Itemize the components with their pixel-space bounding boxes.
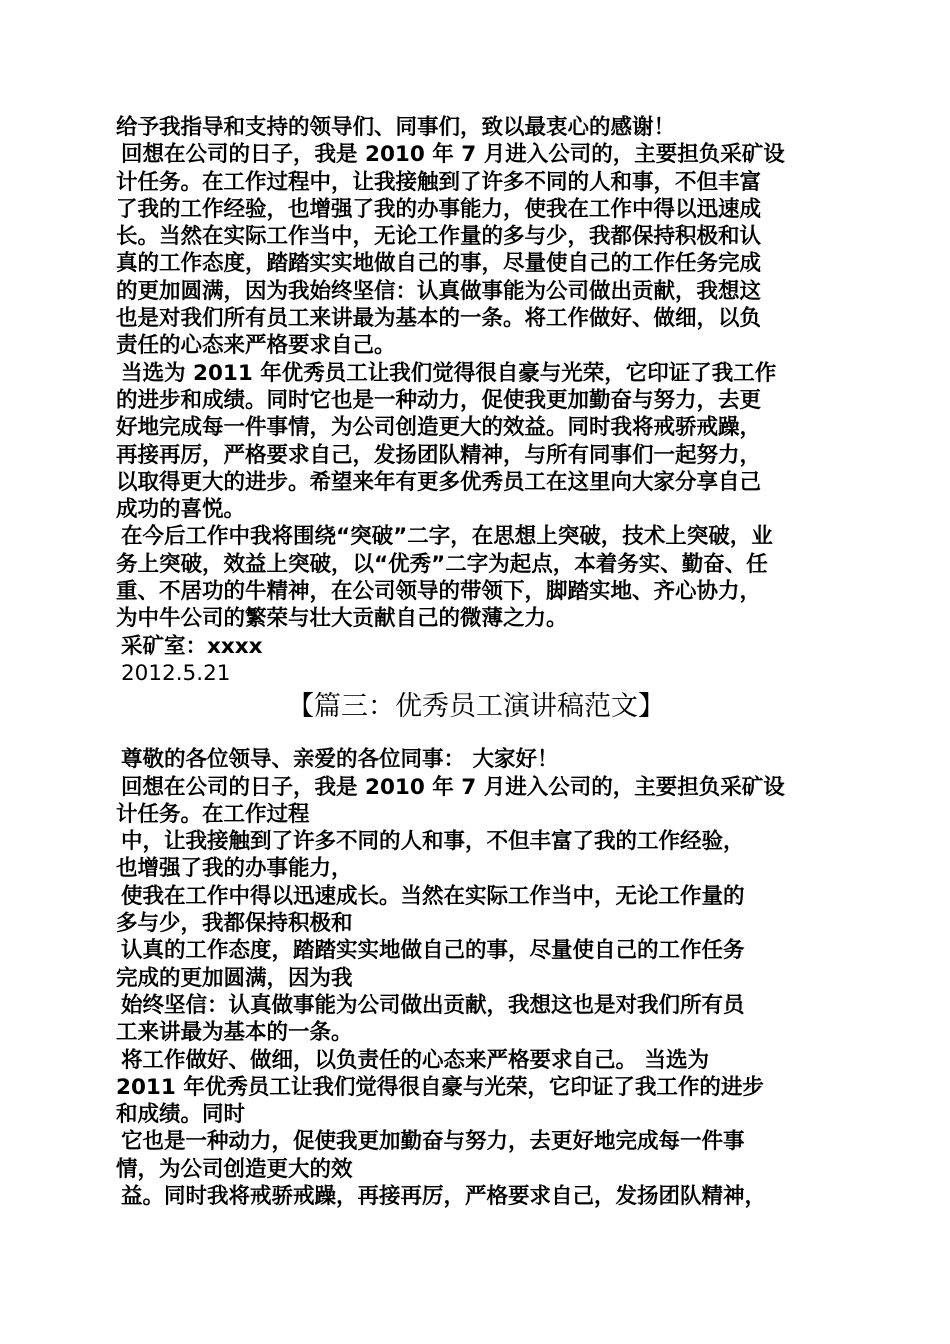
paragraph-line: 使我在工作中得以迅速成长。当然在实际工作当中，无论工作量的 — [121, 883, 745, 909]
paragraph-line: 2011 年优秀员工让我们觉得很自豪与光荣，它印证了我工作的进步 — [116, 1074, 764, 1100]
paragraph-line: 回想在公司的日子，我是 2010 年 7 月进入公司的，主要担负采矿设 — [121, 142, 785, 168]
paragraph-line: 好地完成每一件事情，为公司创造更大的效益。同时我将戒骄戒躁， — [116, 415, 762, 441]
paragraph-line: 工来讲最为基本的一条。 — [116, 1020, 353, 1046]
paragraph-line: 计任务。在工作过程中，让我接触到了许多不同的人和事，不但丰富 — [116, 169, 762, 195]
paragraph-line: 它也是一种动力，促使我更加勤奋与努力，去更好地完成每一件事 — [121, 1129, 745, 1155]
paragraph-line: 的更加圆满，因为我始终坚信：认真做事能为公司做出贡献，我想这 — [116, 278, 762, 304]
paragraph-line: 再接再厉，严格要求自己，发扬团队精神，与所有同事们一起努力， — [116, 442, 762, 468]
document-page — [116, 114, 836, 1210]
paragraph-line: 成功的喜悦。 — [116, 497, 246, 523]
paragraph-line: 在今后工作中我将围绕“突破”二字，在思想上突破，技术上突破，业 — [121, 524, 773, 550]
paragraph-line: 情，为公司创造更大的效 — [116, 1156, 353, 1182]
paragraph-line: 也是对我们所有员工来讲最为基本的一条。将工作做好、做细，以负 — [116, 306, 762, 332]
paragraph-line: 和成绩。同时 — [116, 1102, 246, 1128]
paragraph-line: 重、不居功的牛精神，在公司领导的带领下，脚踏实地、齐心协力， — [116, 579, 762, 605]
paragraph-line: 多与少，我都保持积极和 — [116, 911, 353, 937]
paragraph-line: 也增强了我的办事能力， — [116, 856, 353, 882]
paragraph-line: 务上突破，效益上突破，以“优秀”二字为起点，本着务实、勤奋、任 — [116, 551, 768, 577]
date-line: 2012.5.21 — [121, 660, 231, 686]
paragraph-line: 益。同时我将戒骄戒躁，再接再厉，严格要求自己，发扬团队精神， — [121, 1183, 767, 1209]
paragraph-line: 将工作做好、做细，以负责任的心态来严格要求自己。 当选为 — [121, 1047, 709, 1073]
paragraph-line: 长。当然在实际工作当中，无论工作量的多与少，我都保持积极和认 — [116, 224, 762, 250]
section-heading: 【篇三：优秀员工演讲稿范文】 — [287, 691, 665, 723]
paragraph-line: 中，让我接触到了许多不同的人和事，不但丰富了我的工作经验， — [121, 829, 745, 855]
paragraph-line: 完成的更加圆满，因为我 — [116, 965, 353, 991]
paragraph-line: 真的工作态度，踏踏实实地做自己的事，尽量使自己的工作任务完成 — [116, 251, 762, 277]
paragraph-line: 责任的心态来严格要求自己。 — [116, 333, 396, 359]
greeting-line: 尊敬的各位领导、亲爱的各位同事： 大家好！ — [121, 747, 559, 773]
paragraph-line: 计任务。在工作过程 — [116, 801, 310, 827]
paragraph-line: 的进步和成绩。同时它也是一种动力，促使我更加勤奋与努力，去更 — [116, 387, 762, 413]
paragraph-line: 为中牛公司的繁荣与壮大贡献自己的微薄之力。 — [116, 606, 568, 632]
section-one — [116, 114, 836, 687]
section-two — [116, 746, 836, 1210]
signature-line: 采矿室：xxxx — [121, 633, 263, 659]
paragraph-line: 始终坚信：认真做事能为公司做出贡献，我想这也是对我们所有员 — [121, 992, 745, 1018]
paragraph-line: 认真的工作态度，踏踏实实地做自己的事，尽量使自己的工作任务 — [121, 938, 745, 964]
paragraph-line: 给予我指导和支持的领导们、同事们，致以最衷心的感谢！ — [116, 115, 676, 140]
paragraph-line: 当选为 2011 年优秀员工让我们觉得很自豪与光荣，它印证了我工作 — [121, 360, 777, 386]
paragraph-line: 了我的工作经验，也增强了我的办事能力，使我在工作中得以迅速成 — [116, 196, 762, 222]
paragraph-line: 以取得更大的进步。希望来年有更多优秀员工在这里向大家分享自己 — [116, 469, 762, 495]
paragraph-line: 回想在公司的日子，我是 2010 年 7 月进入公司的，主要担负采矿设 — [121, 774, 785, 800]
